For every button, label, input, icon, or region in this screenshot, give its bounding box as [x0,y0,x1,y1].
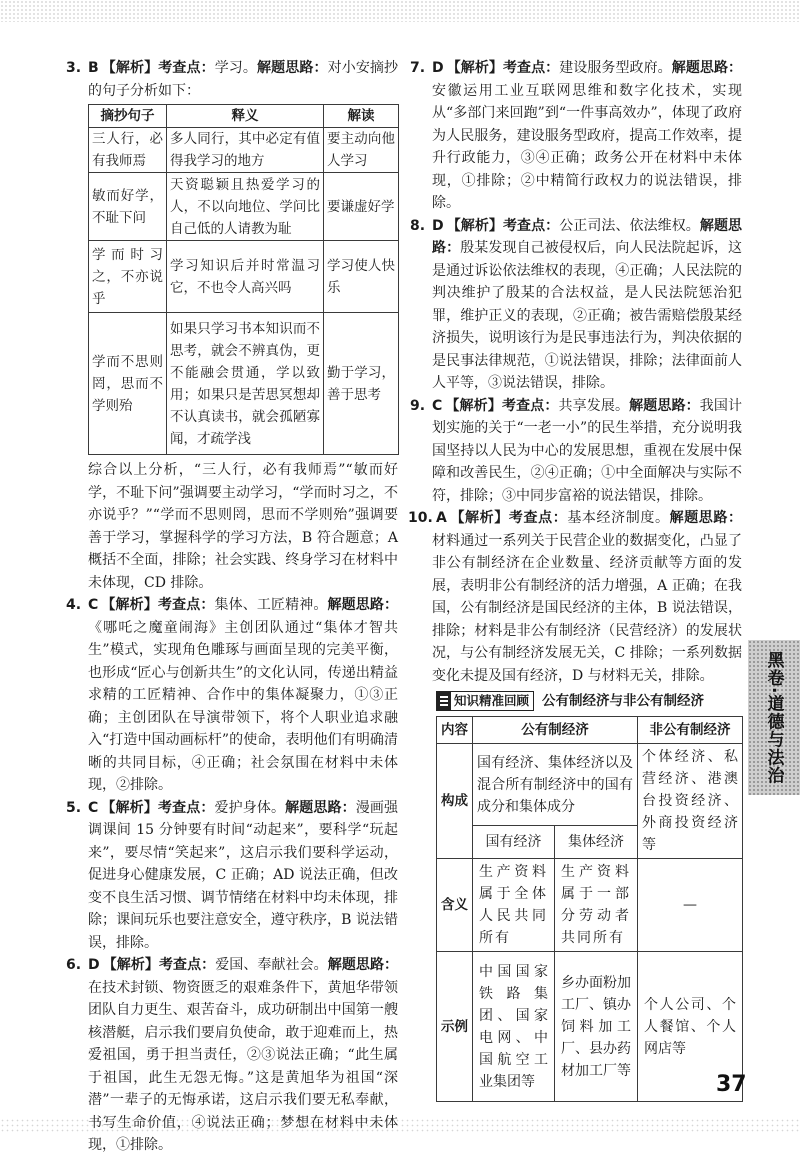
body-text: 对小安摘抄的句子分析如下： [88,60,399,99]
analysis-label: 【解析】 [102,957,159,973]
point-label: 考查点： [158,60,215,76]
answer-letter: C [88,799,99,816]
header-public-economy: 公有制经济 [473,717,638,744]
point-label: 考查点： [158,957,216,973]
question-number: 8. [410,217,426,234]
knowledge-review-header [436,689,742,713]
thinking-label: 解题思路： [327,957,399,973]
body-text: 漫画强调课间 15 分钟要有时间“动起来”，要科学“玩起来”，要尽情“笑起来”，这启示我们要科学运动，促进身心健康发展，C 正确；AD 说法正确，但改变不良生活习惯、调节情绪在材料中均未体现，排除；课间玩乐也要注意安全，遵守秩序，B 说法错误，排除。 [88,799,399,951]
cell-meaning: 学习知识后并时常温习它，不也令人高兴吗 [167,241,324,313]
header-interpretation: 解读 [324,105,399,128]
question-number: 10. [408,510,433,526]
analysis-label: 【解析】 [449,510,509,526]
analysis-label: 【解析】 [445,397,502,414]
row-label-meaning: 含义 [437,859,473,952]
thinking-label: 解题思路： [669,510,743,526]
thinking-label: 解题思路： [327,597,399,613]
cell-nonpublic-composition: 个体经济、私营经济、港澳台投资经济、外商投资经济等 [638,744,743,859]
body-text: 《哪吒之魔童闹海》主创团队通过“集体才智共生”模式，实现角色雕琢与画面呈现的完美平衡，也形成“匠心与创新共生”的文化认同，传递出精益求精的工匠精神、合作中的集体凝聚力，①③正确；主创团队在导演带领下，将个人职业追求融入“打造中国动画标杆”的使命，表明他们有明确清晰的共同目标，④正确；社会氛围在材料中未体现，②排除。 [88,619,398,793]
analysis-label: 【解析】 [101,60,159,76]
subheader-collective-economy: 集体经济 [555,826,638,859]
cell-interpretation: 勤于学习，善于思考 [324,313,399,455]
table-row [89,313,399,455]
thinking-label: 解题思路： [432,217,743,256]
table-row-composition [437,744,743,826]
answer-item-8 [410,215,742,395]
ownership-comparison-table [436,716,743,1102]
point-label: 考查点： [501,397,559,414]
thinking-label: 解题思路： [629,397,700,414]
answer-letter: D [432,60,444,76]
subject-side-tab [748,640,800,795]
answer-item-3 [66,57,398,594]
answer-item-9 [410,395,742,508]
answer-letter: C [88,597,99,613]
right-column [410,57,742,1102]
cell-collective-examples: 乡办面粉加工厂、镇办饲料加工厂、县办药材加工厂等 [555,952,638,1102]
table-header-row [89,105,399,128]
knowledge-review-icon [437,692,451,710]
body-text: 我国计划实施的关于“一老一小”的民生举措，充分说明我国坚持以人民为中心的发展思想，重视在发展中保障和改善民生，②④正确；①中全面解决与实际不符，排除；③中同步富裕的说法错误，排除。 [432,397,743,504]
point-text: 建设服务型政府。 [559,60,672,76]
header-content: 内容 [437,717,473,744]
cell-meaning: 多人同行，其中必定有值得我学习的地方 [167,128,324,173]
body-text: 在技术封锁、物资匮乏的艰难条件下，黄旭华带领团队自力更生、艰苦奋斗，成功研制出中国第一艘核潜艇，启示我们要肩负使命，敢于迎难而上，热爱祖国，勇于担当责任，②③说法正确；“此生属于祖国，此生无怨无悔。”这是黄旭华为祖国“深潜”一辈子的无悔承诺，这启示我们要无私奉献，书写生命价值，④说法正确；梦想在材料中未体现，①排除。 [88,979,398,1153]
point-text: 爱国、奉献社会。 [215,957,328,973]
cell-interpretation: 要主动向他人学习 [324,128,399,173]
knowledge-review-badge [436,691,534,711]
point-text: 学习。 [214,60,258,76]
point-label: 考查点： [502,217,560,234]
side-tab-label: 黑卷·道德与法治 [763,650,784,785]
cell-sentence: 三人行，必有我师焉 [89,128,167,173]
subheader-state-economy: 国有经济 [473,826,555,859]
point-text: 基本经济制度。 [567,510,670,526]
header-nonpublic-economy: 非公有制经济 [638,717,743,744]
knowledge-review-section [410,689,742,1102]
question-number: 3. [66,60,82,76]
question-number: 9. [410,397,426,414]
q3-summary: 综合以上分析，“三人行，必有我师焉”“敏而好学，不耻下问”强调要主动学习，“学而时习之，不亦说乎？”“学而不思则罔，思而不学则殆”强调要善于学习，掌握科学的学习方法，B 符合题意；A 概括不全面，排除；社会实践、终身学习在材料中未体现，CD 排除。 [88,462,398,591]
answer-item-6 [66,954,398,1157]
answer-item-4 [66,594,398,797]
thinking-label: 解题思路： [257,60,328,76]
answer-letter: C [432,397,443,414]
cell-meaning: 如果只学习书本知识而不思考，就会不辨真伪，更不能融会贯通，学以致用；如果只是苦思冥想却不认真读书，就会孤陋寡闻，才疏学浅 [167,313,324,455]
row-label-composition: 构成 [437,744,473,859]
scan-edge-top [0,0,800,22]
point-text: 集体、工匠精神。 [214,597,328,613]
answer-item-10 [410,507,742,687]
left-column [66,57,398,1157]
cell-state-meaning: 生产资料属于全体人民共同所有 [473,859,555,952]
cell-sentence: 学而时习之，不亦说乎 [89,241,167,313]
answer-letter: B [88,60,99,76]
point-label: 考查点： [157,799,215,816]
body-text: 材料通过一系列关于民营企业的数据变化，凸显了非公有制经济在企业数量、经济贡献等方面的发展，表明非公有制经济的活力增强，A 正确；在我国，公有制经济是国民经济的主体，B 说法错误，排除；材料是非公有制经济（民营经济）的发展状况，与公有制经济发展无关，C 排除；一系列数据变化未提及国有经济，D 与材料无关，排除。 [432,532,742,684]
answer-letter: D [432,217,444,234]
knowledge-review-label: 知识精准回顾 [454,692,530,708]
table-header-row [437,717,743,744]
cell-sentence: 敏而好学，不耻下问 [89,173,167,241]
point-text: 公正司法、依法维权。 [559,217,700,234]
row-label-examples: 示例 [437,952,473,1102]
cell-state-examples: 中国国家铁路集团、国家电网、中国航空工业集团等 [473,952,555,1102]
cell-sentence: 学而不思则罔，思而不学则殆 [89,313,167,455]
page-number: 37 [716,1072,747,1097]
body-text: 殷某发现自己被侵权后，向人民法院起诉，这是通过诉讼依法维权的表现，④正确；人民法院的判决维护了殷某的合法权益，是人民法院惩治犯罪，维护正义的表现，②正确；被告需赔偿殷某经济损失，说明该行为是民事违法行为，判决依据的是民事法律规范，①说法错误，排除；法律面前人人平等，③说法错误，排除。 [432,240,743,391]
question-number: 6. [66,957,82,973]
table-row [89,128,399,173]
header-sentence: 摘抄句子 [89,105,167,128]
cell-public-composition: 国有经济、集体经济以及混合所有制经济中的国有成分和集体成分 [473,744,638,826]
answer-item-7 [410,57,742,215]
thinking-label: 解题思路： [285,799,356,816]
body-text: 安徽运用工业互联网思维和数字化技术，实现从“多部门来回跑”到“一件事高效办”，体现了政府为人民服务，建设服务型政府，提高工作效率，提升行政能力，③④正确；政务公开在材料中未体现，①排除；②中精简行政权力的说法错误，排除。 [432,82,742,211]
question-number: 4. [66,597,82,613]
cell-nonpublic-examples: 个人公司、个人餐馆、个人网店等 [638,952,743,1102]
cell-nonpublic-meaning: — [638,859,743,952]
answer-letter: D [88,957,100,973]
question-number: 7. [410,60,426,76]
header-meaning: 释义 [167,105,324,128]
cell-interpretation: 学习使人快乐 [324,241,399,313]
cell-collective-meaning: 生产资料属于一部分劳动者共同所有 [555,859,638,952]
point-text: 爱护身体。 [214,799,286,816]
point-label: 考查点： [157,597,215,613]
knowledge-review-title: 公有制经济与非公有制经济 [542,692,705,709]
table-row-meaning [437,859,743,952]
answer-item-5 [66,797,398,955]
point-text: 共享发展。 [558,397,630,414]
cell-meaning: 天资聪颖且热爱学习的人，不以向地位、学问比自己低的人请教为耻 [167,173,324,241]
table-row [89,241,399,313]
table-row-examples [437,952,743,1102]
point-label: 考查点： [508,510,568,526]
thinking-label: 解题思路： [671,60,743,76]
answer-letter: A [436,510,447,526]
cell-interpretation: 要谦虚好学 [324,173,399,241]
analysis-label: 【解析】 [446,60,503,76]
sentence-analysis-table [88,104,399,455]
analysis-label: 【解析】 [446,217,503,234]
analysis-label: 【解析】 [101,799,158,816]
question-number: 5. [66,799,82,816]
point-label: 考查点： [502,60,560,76]
table-row [89,173,399,241]
analysis-label: 【解析】 [101,597,158,613]
